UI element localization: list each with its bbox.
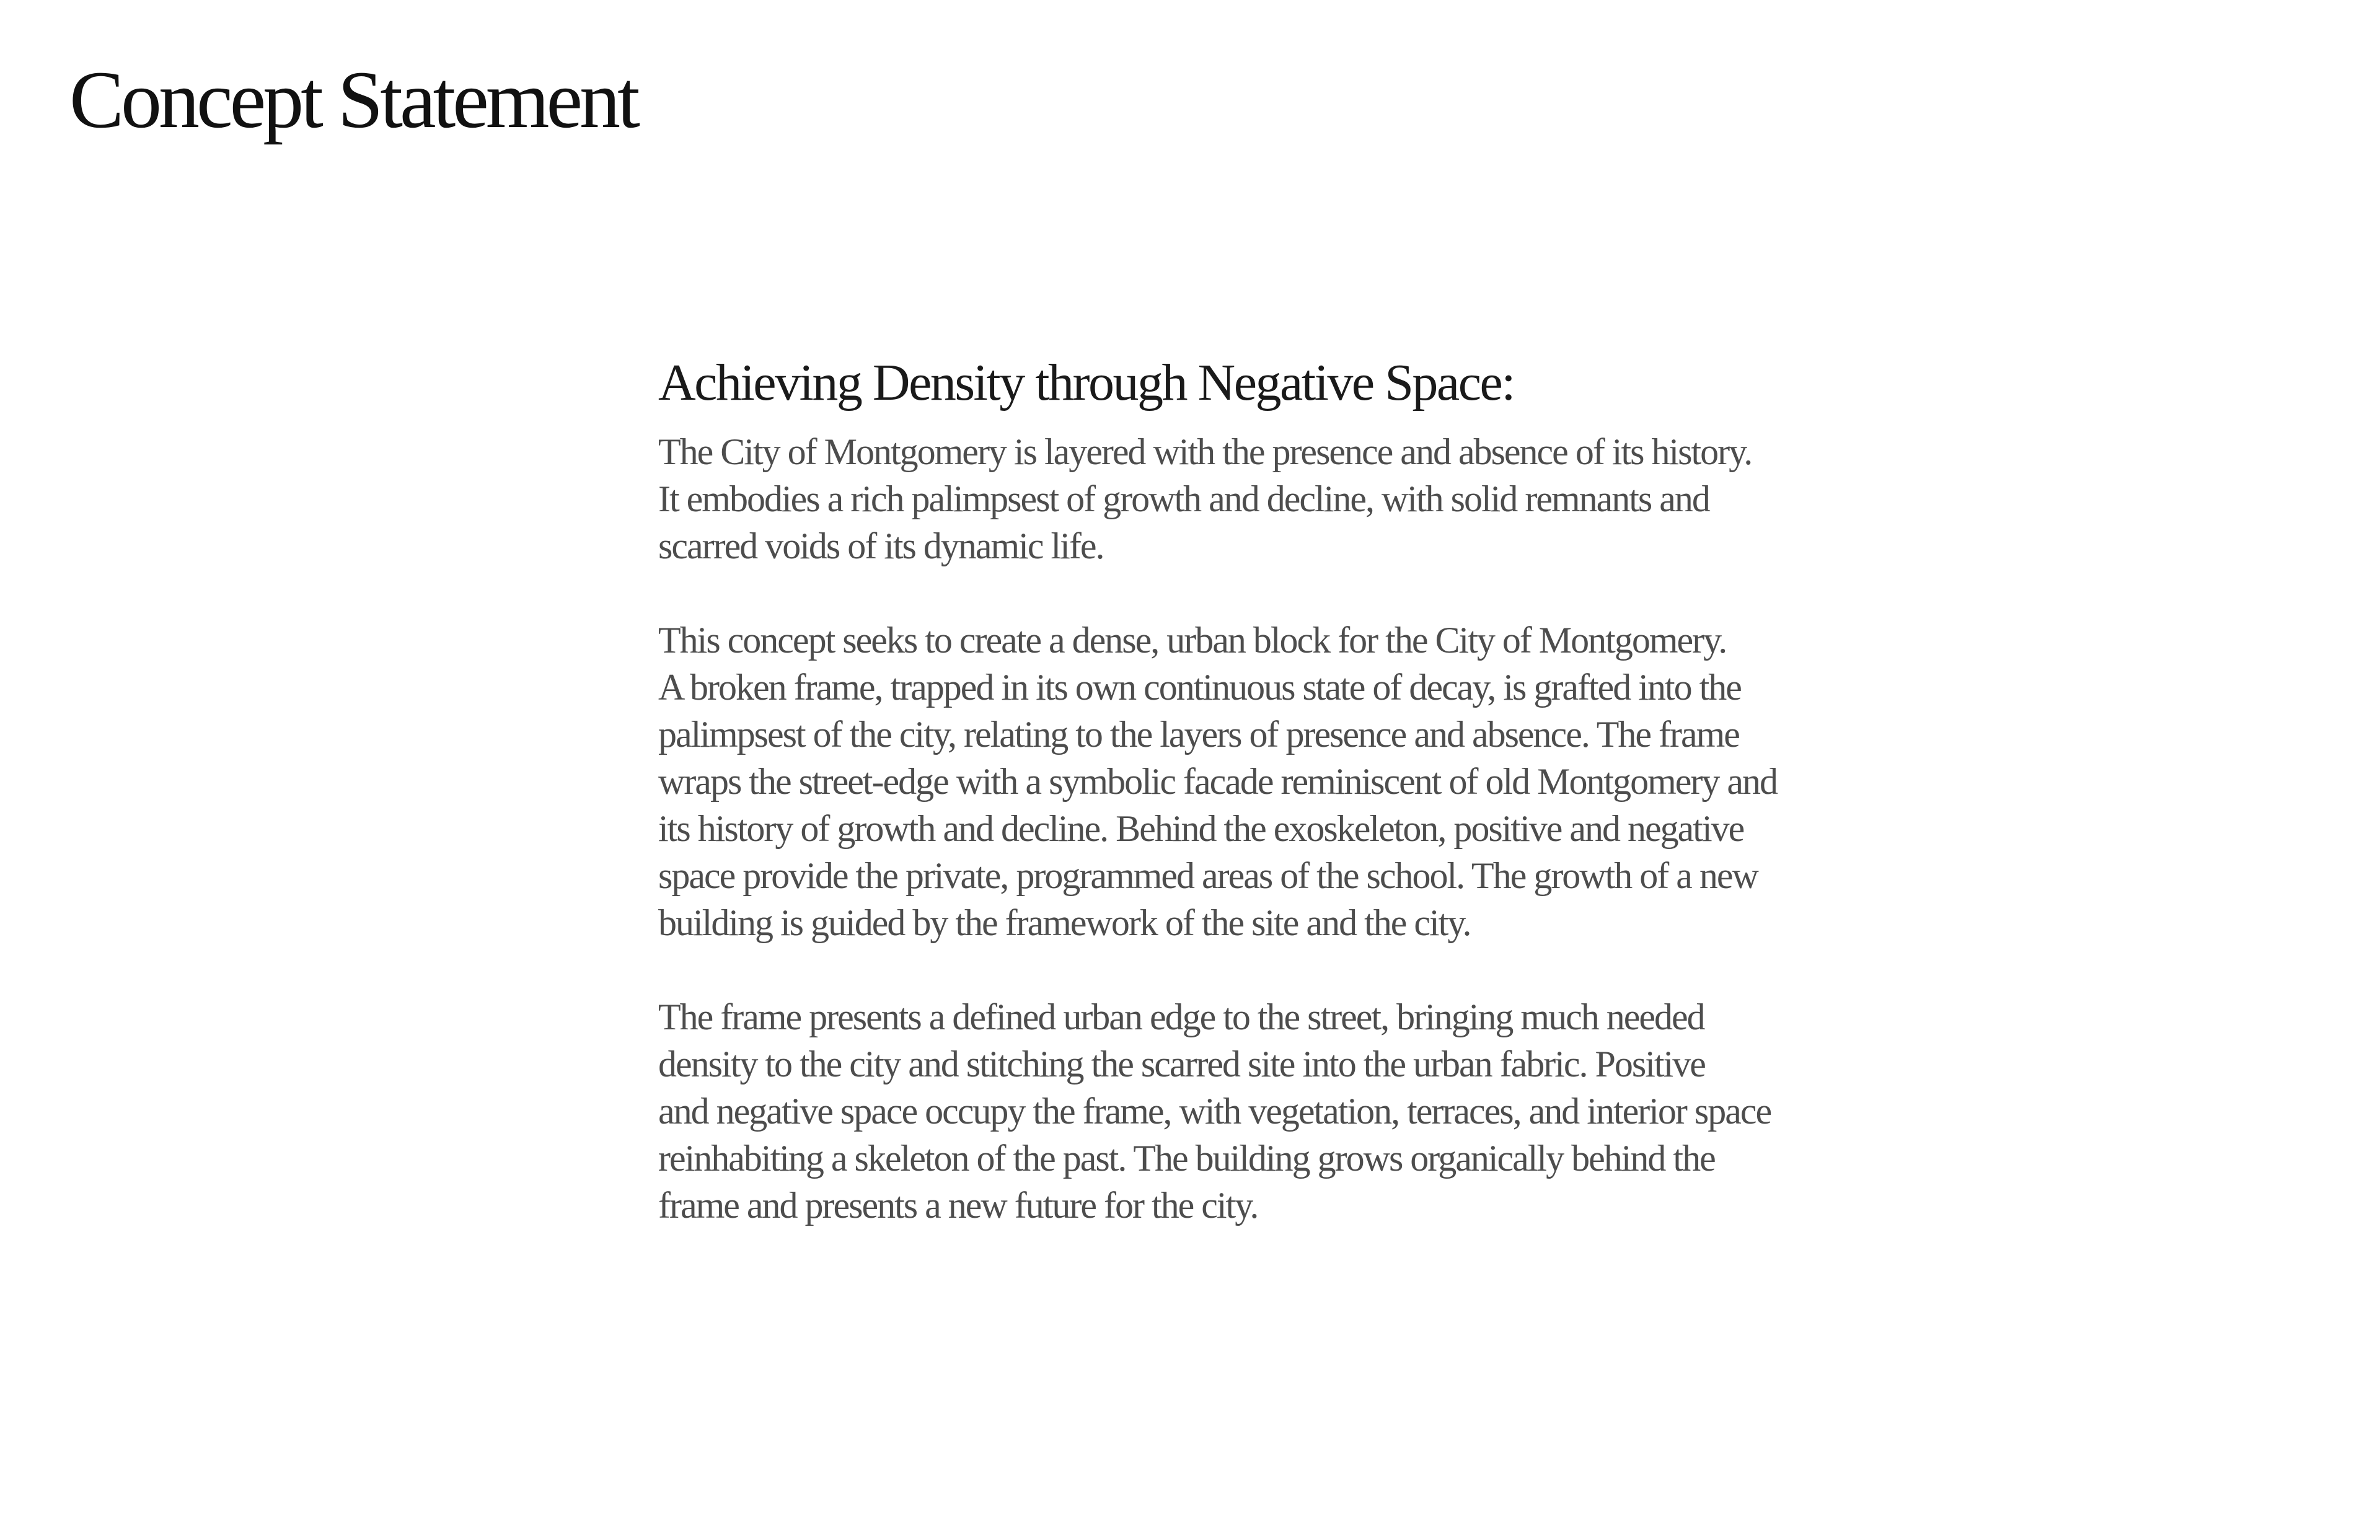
paragraph-line: space provide the private, programmed areas of the school. The growth of a new [658, 855, 1758, 896]
paragraph-line: building is guided by the framework of the site and the city. [658, 902, 1471, 943]
concept-statement [658, 352, 1836, 1276]
paragraph-line: and negative space occupy the frame, with vegetation, terraces, and interior space [658, 1090, 1771, 1132]
paragraph-line: wraps the street-edge with a symbolic facade reminiscent of old Montgomery and [658, 760, 1778, 802]
paragraph-line: reinhabiting a skeleton of the past. The building grows organically behind the [658, 1137, 1715, 1179]
paragraph-line: It embodies a rich palimpsest of growth and decline, with solid remnants and [658, 478, 1709, 519]
paragraph-line: The City of Montgomery is layered with the presence and absence of its history. [658, 431, 1752, 472]
section-heading: Achieving Density through Negative Space: [658, 354, 1515, 411]
paragraph-concept [658, 617, 1836, 946]
paragraph-line: frame and presents a new future for the city. [658, 1184, 1258, 1226]
paragraph-line: its history of growth and decline. Behind the exoskeleton, positive and negative [658, 807, 1744, 849]
paragraph-frame [658, 993, 1836, 1229]
paragraph-line: scarred voids of its dynamic life. [658, 525, 1104, 566]
paragraph-line: density to the city and stitching the scarred site into the urban fabric. Positive [658, 1043, 1705, 1085]
paragraph-line: This concept seeks to create a dense, urban block for the City of Montgomery. [658, 619, 1727, 661]
paragraph-history [658, 428, 1836, 570]
paragraph-line: The frame presents a defined urban edge to the street, bringing much needed [658, 996, 1704, 1037]
paragraph-line: A broken frame, trapped in its own continuous state of decay, is grafted into the [658, 666, 1741, 708]
page-title: Concept Statement [69, 54, 637, 145]
paragraph-line: palimpsest of the city, relating to the layers of presence and absence. The frame [658, 713, 1739, 755]
